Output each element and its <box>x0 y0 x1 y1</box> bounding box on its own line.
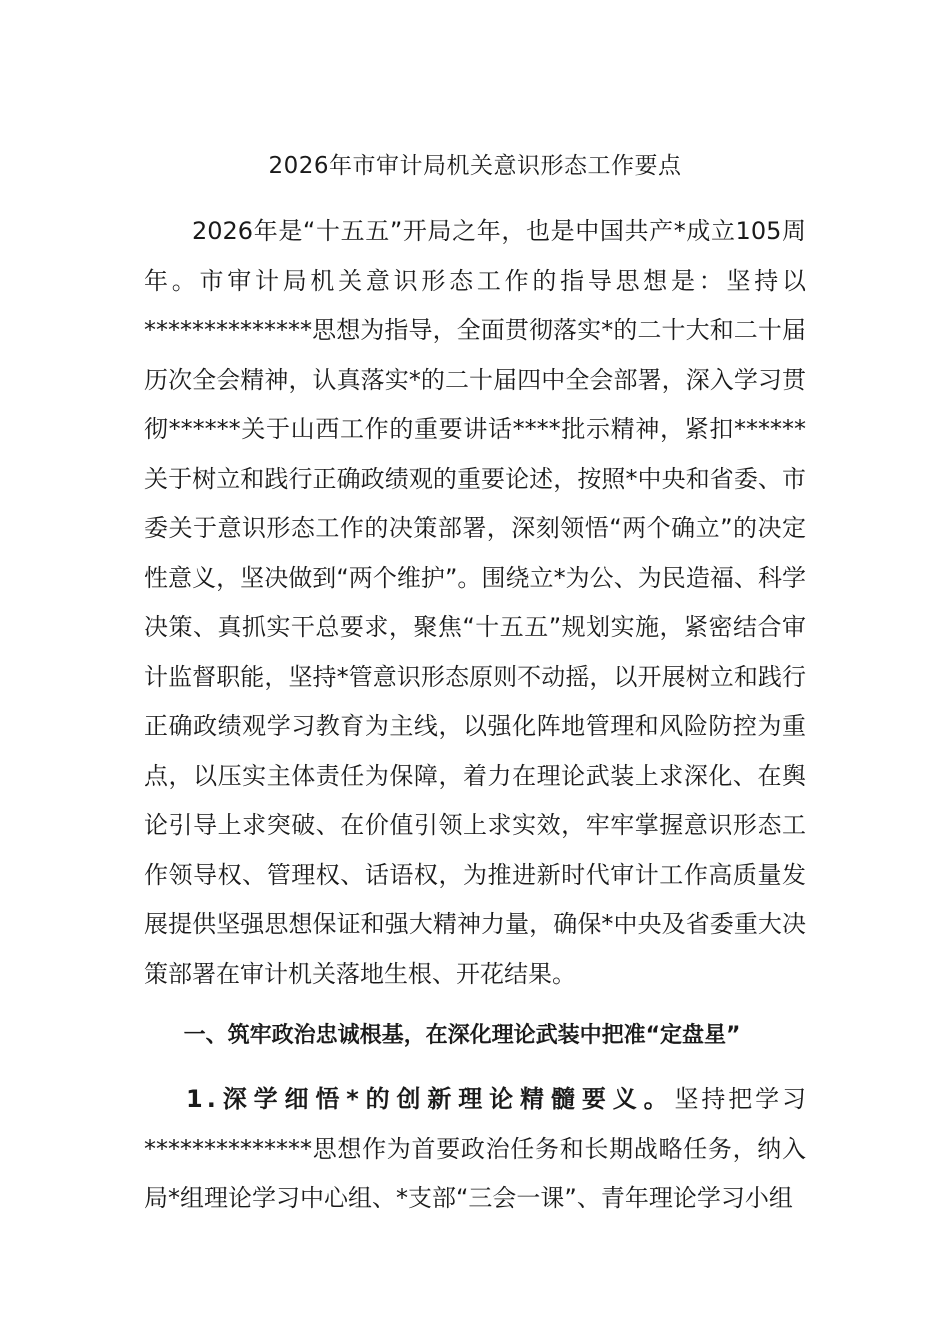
document-title: 2026年市审计局机关意识形态工作要点 <box>268 153 682 179</box>
intro-paragraph: 2026年是“十五五”开局之年，也是中国共产*成立105周年。市审计局机关意识形态工作的指导思想是：坚持以**************思想为指导，全面贯彻落实*的二十大和二十届历次全会精神，认真落实*的二十届四中全会部署，深入学习贯彻******关于山西工作的重要讲话****批示精神，紧扣******关于树立和践行正确政绩观的重要论述，按照*中央和省委、市委关于意识形态工作的决策部署，深刻领悟“两个确立”的决定性意义，坚决做到“两个维护”。围绕立*为公、为民造福、科学决策、真抓实干总要求，聚焦“十五五”规划实施，紧密结合审计监督职能，坚持*管意识形态原则不动摇，以开展树立和践行正确政绩观学习教育为主线，以强化阵地管理和风险防控为重点，以压实主体责任为保障，着力在理论武装上求深化、在舆论引导上求突破、在价值引领上求实效，牢牢掌握意识形态工作领导权、管理权、话语权，为推进新时代审计工作高质量发展提供坚强思想保证和强大精神力量，确保*中央及省委重大决策部署在审计机关落地生根、开花结果。 <box>144 217 806 988</box>
item-1-paragraph <box>144 1075 806 1224</box>
item-1-lead: 1.深学细悟*的创新理论精髓要义。 <box>186 1085 675 1113</box>
intro-section <box>144 207 806 999</box>
item-1 <box>144 1075 806 1224</box>
item-1-body: 坚持把学习**************思想作为首要政治任务和长期战略任务，纳入局*组理论学习中心组、*支部“三会一课”、青年理论学习小组 <box>144 1085 806 1212</box>
section-heading-1: 一、筑牢政治忠诚根基，在深化理论武装中把准“定盘星” <box>183 1023 741 1048</box>
